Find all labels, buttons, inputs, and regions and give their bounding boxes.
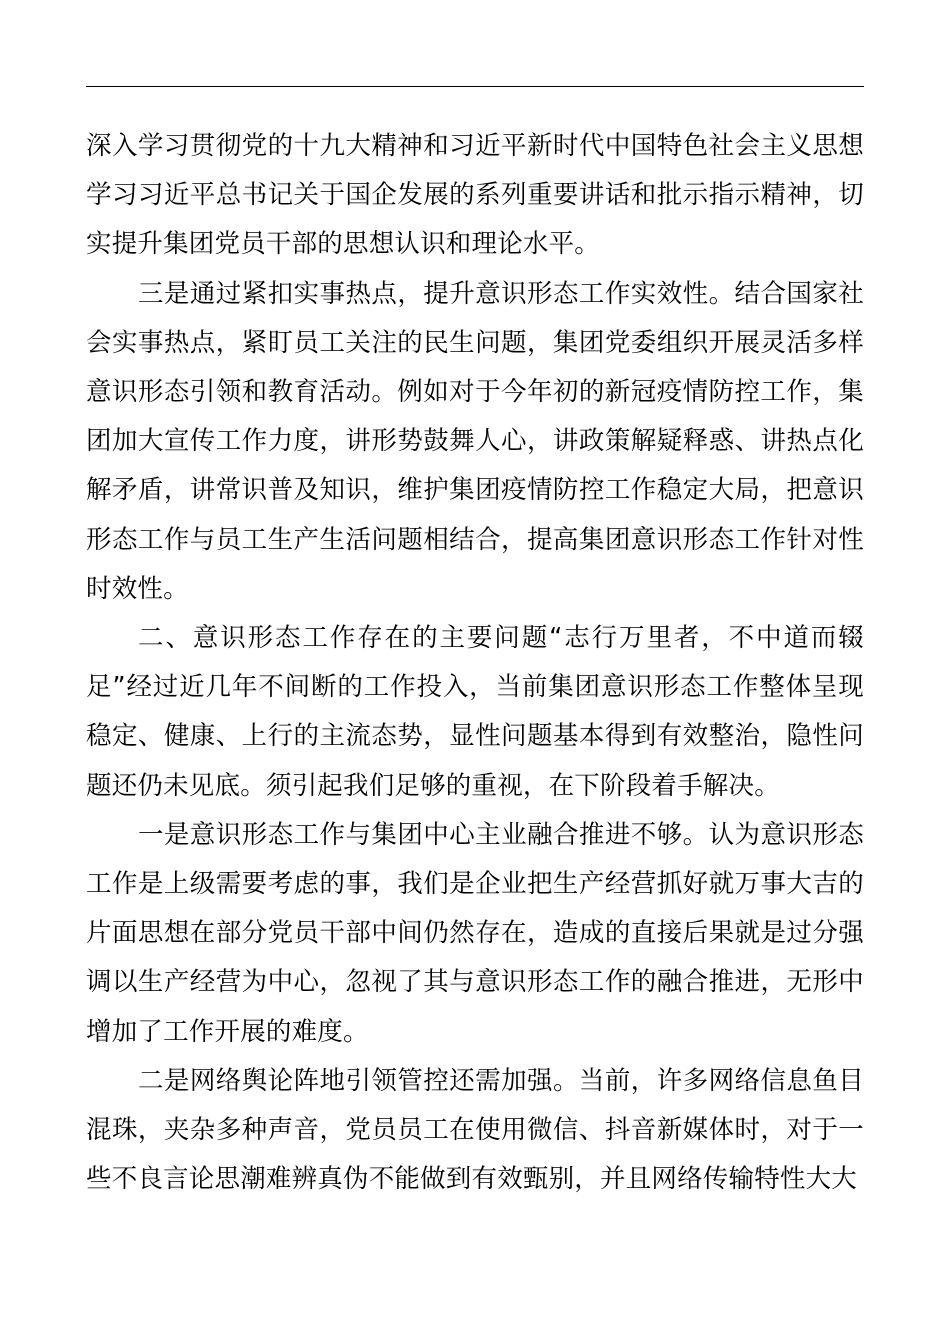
document-body [86,122,864,1204]
paragraph-1: 深入学习贯彻党的十九大精神和习近平新时代中国特色社会主义思想学习习近平总书记关于国企发展的系列重要讲话和批示指示精神，切实提升集团党员干部的思想认识和理论水平。 [86,131,864,260]
paragraph-4: 一是意识形态工作与集团中心主业融合推进不够。认为意识形态工作是上级需要考虑的事，我们是企业把生产经营抓好就万事大吉的片面思想在部分党员干部中间仍然存在，造成的直接后果就是过分强调以生产经营为中心，忽视了其与意识形态工作的融合推进，无形中增加了工作开展的难度。 [86,819,864,1047]
paragraph-2: 三是通过紧扣实事热点，提升意识形态工作实效性。结合国家社会实事热点，紧盯员工关注的民生问题，集团党委组织开展灵活多样意识形态引领和教育活动。例如对于今年初的新冠疫情防控工作，集团加大宣传工作力度，讲形势鼓舞人心，讲政策解疑释惑、讲热点化解矛盾，讲常识普及知识，维护集团疫情防控工作稳定大局，把意识形态工作与员工生产生活问题相结合，提高集团意识形态工作针对性时效性。 [86,278,864,604]
paragraph-3: 二、意识形态工作存在的主要问题“志行万里者，不中道而辍足”经过近几年不间断的工作投入，当前集团意识形态工作整体呈现稳定、健康、上行的主流态势，显性问题基本得到有效整治，隐性问题还仍未见底。须引起我们足够的重视，在下阶段着手解决。 [86,623,864,801]
paragraph-5: 二是网络舆论阵地引领管控还需加强。当前，许多网络信息鱼目混珠，夹杂多种声音，党员员工在使用微信、抖音新媒体时，对于一些不良言论思潮难辨真伪不能做到有效甄别，并且网络传输特性大大 [86,1065,864,1195]
header-rule [86,86,864,87]
